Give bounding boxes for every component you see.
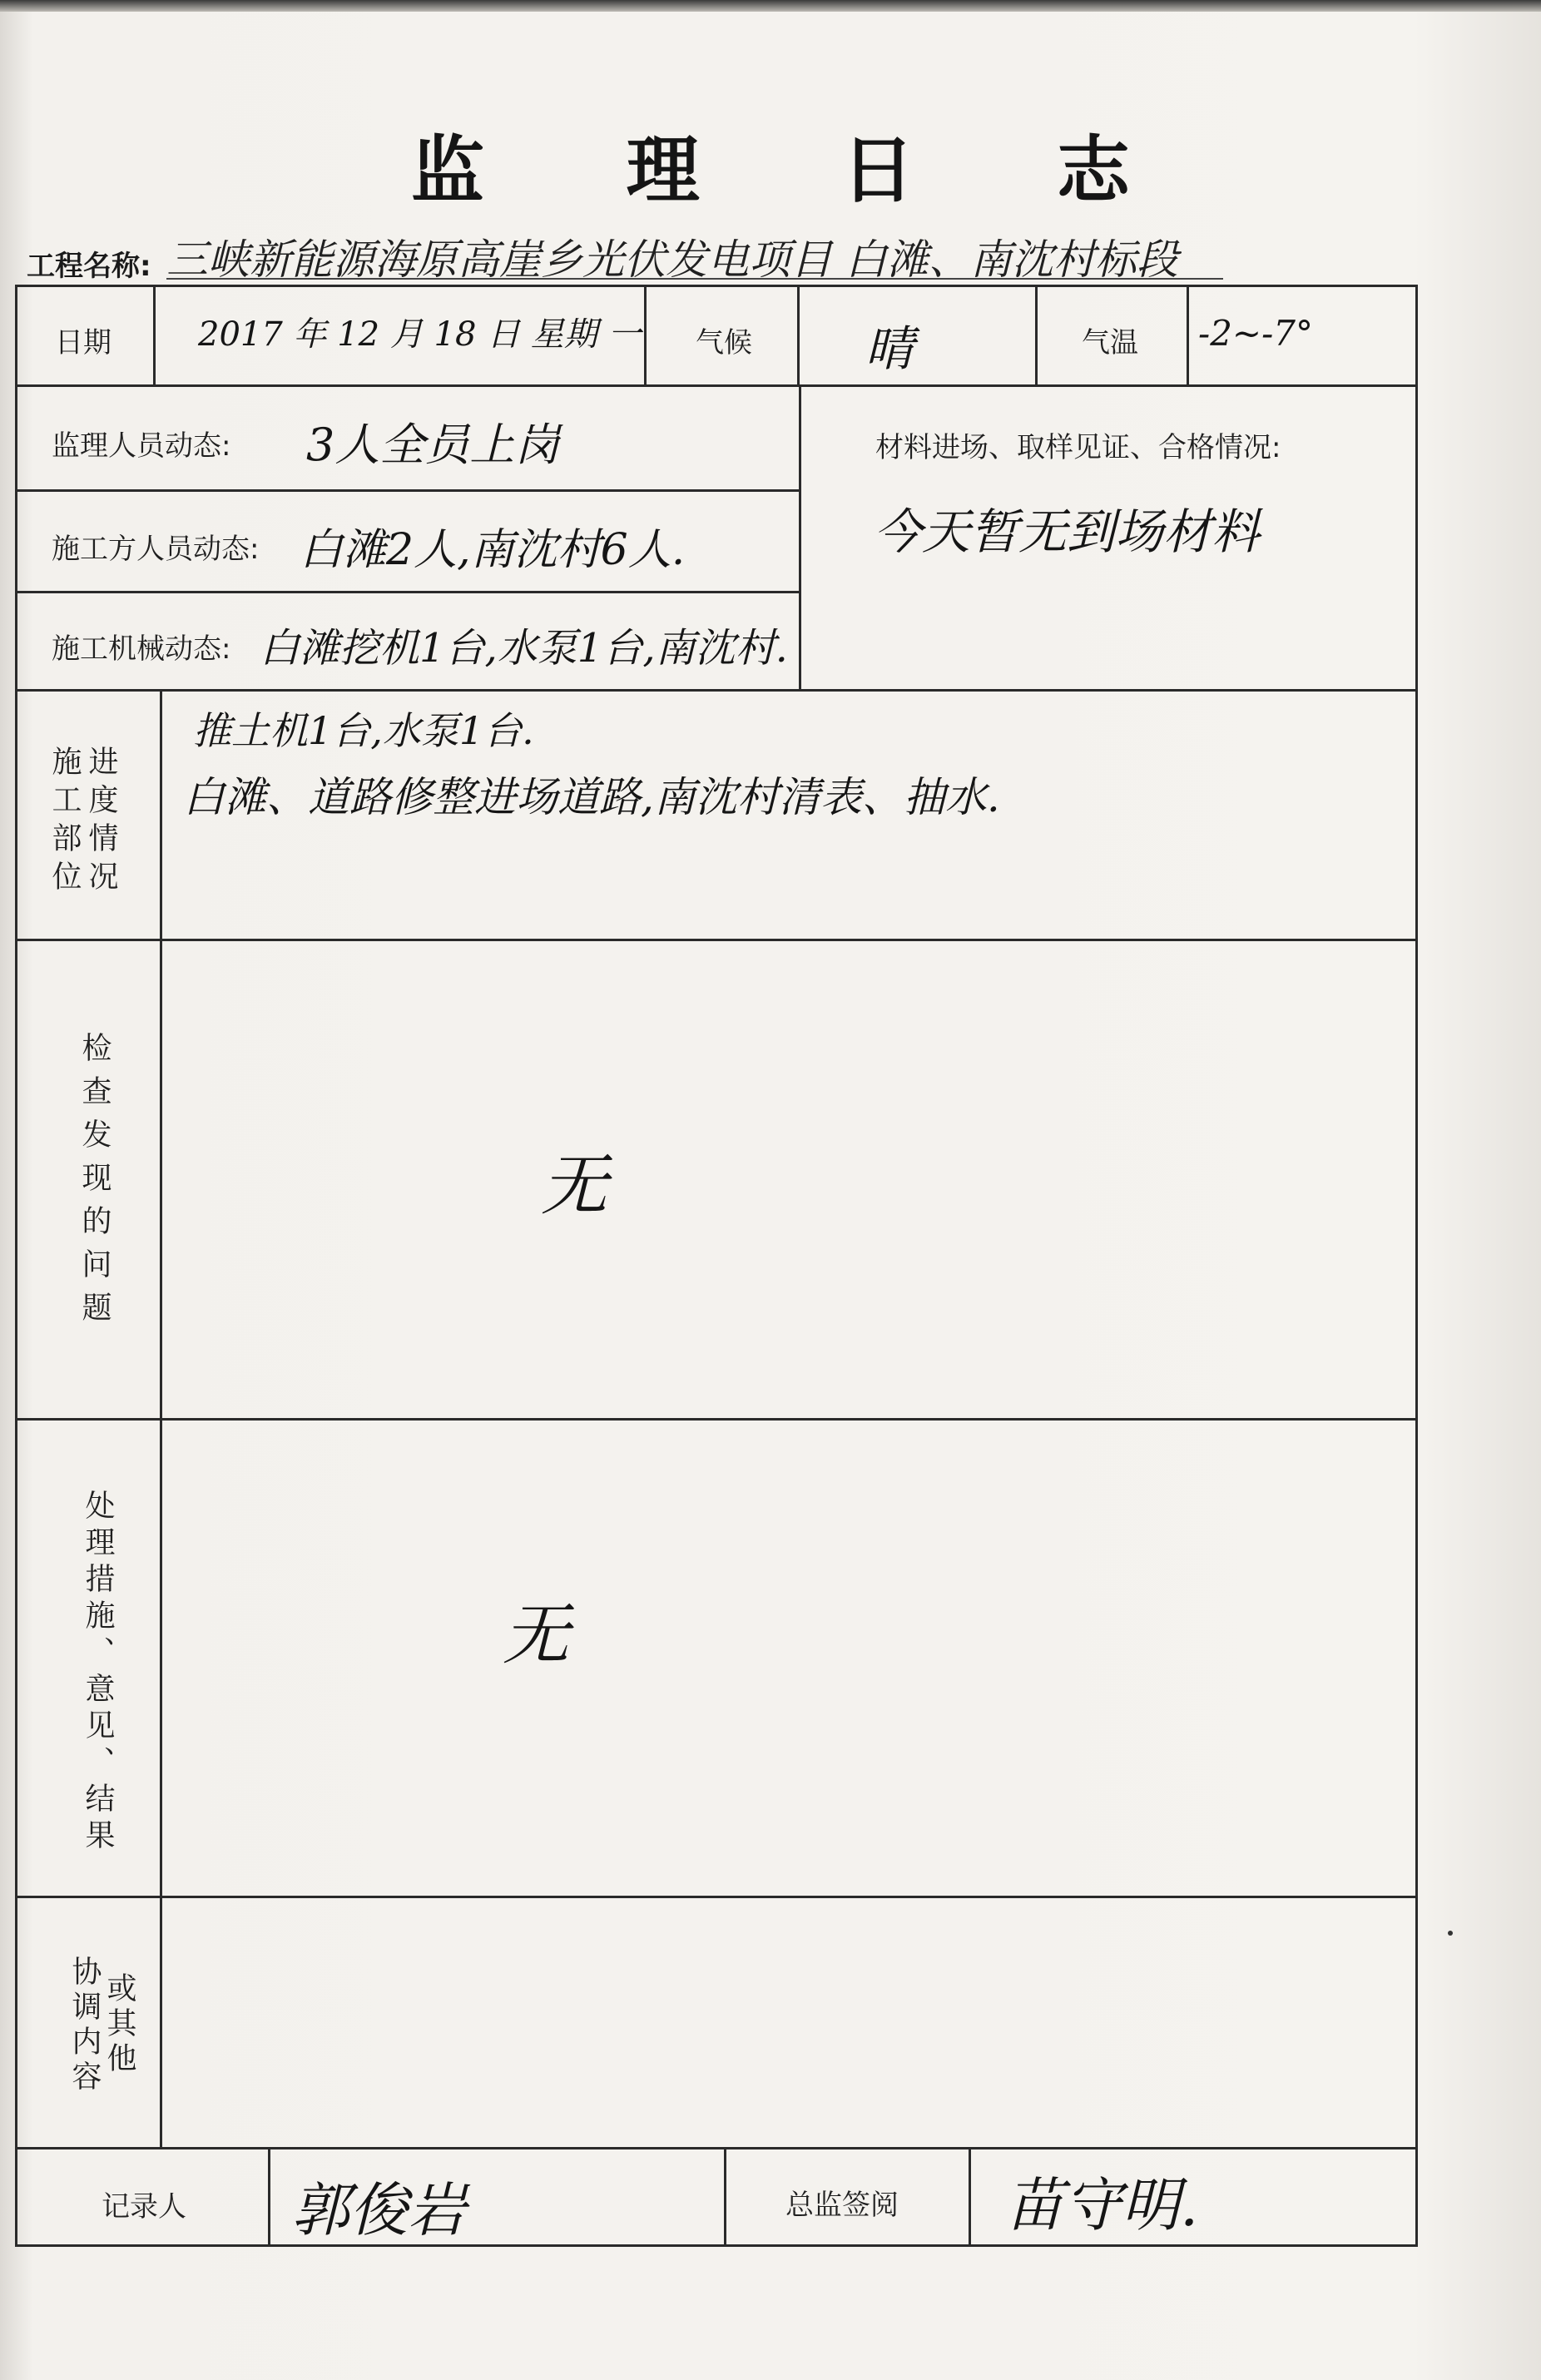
contractor-value: 白滩2人,南沈村6人.	[300, 525, 686, 575]
row-divider	[15, 384, 1418, 387]
progress-label-column-b: 施工部位	[47, 746, 82, 899]
row-divider	[15, 1896, 1418, 1898]
weather-label: 气候	[696, 326, 752, 359]
weather-value: 晴	[865, 320, 914, 377]
row-divider	[15, 2147, 1418, 2149]
materials-value: 今天暂无到场材料	[874, 503, 1261, 560]
contractor-label: 施工方人员动态:	[52, 533, 260, 566]
materials-label: 材料进场、取样见证、合格情况:	[875, 431, 1281, 464]
row-divider	[15, 939, 1418, 941]
date-label: 日期	[55, 326, 111, 359]
temperature-label: 气温	[1082, 326, 1138, 359]
issues-value: 无	[541, 1147, 607, 1224]
recorder-label: 记录人	[102, 2190, 186, 2224]
col-divider	[160, 689, 162, 2147]
ink-dot	[1448, 1931, 1453, 1936]
page-title: 监 理 日 志	[411, 127, 1188, 213]
row-divider	[15, 489, 800, 492]
col-divider	[1035, 285, 1038, 384]
col-divider	[153, 285, 156, 384]
measures-value: 无	[503, 1596, 569, 1673]
binding-edge	[0, 0, 1541, 12]
issues-label: 检查发现的问题	[77, 1032, 111, 1335]
col-divider	[1187, 285, 1189, 384]
temperature-value: -2~-7°	[1198, 313, 1314, 354]
project-name-value: 三峡新能源海原高崖乡光伏发电项目 白滩、南沈村标段	[166, 236, 1178, 284]
chief-review-label: 总监签阅	[785, 2189, 899, 2222]
coordination-label-b: 或其他	[102, 1972, 136, 2077]
log-table	[15, 285, 1418, 2247]
col-divider	[724, 2147, 726, 2247]
progress-line-2: 白滩、道路修整进场道路,南沈村清表、抽水.	[183, 773, 1000, 821]
machinery-label: 施工机械动态:	[52, 632, 231, 666]
project-underline	[166, 278, 1223, 280]
project-name-label: 工程名称:	[27, 250, 151, 283]
col-divider	[969, 2147, 971, 2247]
col-divider	[268, 2147, 270, 2247]
col-divider	[799, 384, 801, 689]
row-divider	[15, 689, 1418, 692]
date-value: 2017 年 12 月 18 日 星期 一	[198, 315, 642, 354]
col-divider	[797, 285, 800, 384]
machinery-value: 白滩挖机1台,水泵1台,南沈村.	[260, 625, 788, 672]
progress-label-column-a: 进度情况	[84, 746, 118, 899]
col-divider	[644, 285, 647, 384]
supervisor-label: 监理人员动态:	[52, 429, 231, 463]
coordination-label-a: 协调内容	[67, 1956, 102, 2095]
row-divider	[15, 591, 800, 593]
measures-label: 处理措施、意见、结果	[81, 1490, 115, 1856]
row-divider	[15, 1418, 1418, 1421]
recorder-signature: 郭俊岩	[291, 2176, 466, 2244]
chief-signature: 苗守明.	[1005, 2171, 1199, 2239]
progress-line-1: 推土机1台,水泵1台.	[193, 708, 534, 753]
supervisor-value: 3人全员上岗	[306, 419, 560, 471]
